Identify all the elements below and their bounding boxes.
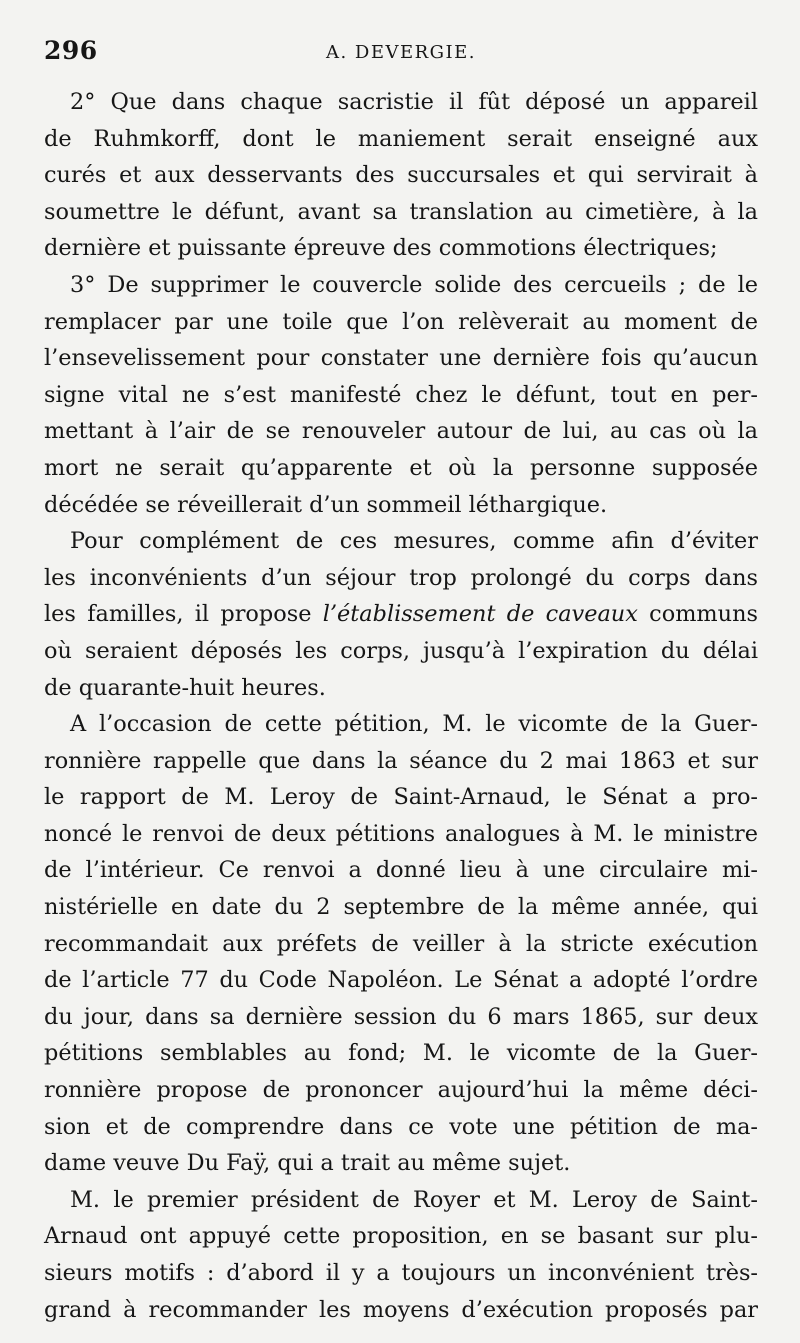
text-line: sieurs motifs : d’abord il y a toujours un inconvénient très- — [44, 1260, 758, 1286]
text-line: les inconvénients d’un séjour trop prolongé du corps dans — [44, 564, 758, 591]
paragraph-petition — [44, 706, 758, 1182]
body-text — [44, 84, 758, 1328]
paragraph-item-2 — [44, 84, 758, 267]
italic-phrase: l’établissement de caveaux — [322, 601, 638, 628]
text-line: de quarante-huit heures. — [44, 674, 326, 701]
running-head — [44, 0, 758, 84]
text-line: nistérielle en date du 2 septembre de la même année, qui — [44, 894, 758, 921]
text-line: dernière et puissante épreuve des commotions électriques; — [44, 235, 718, 262]
text-line: curés et aux desservants des succursales et qui servirait à — [44, 162, 758, 189]
text-line: du jour, dans sa dernière session du 6 mars 1865, sur deux — [44, 1003, 758, 1030]
text-line: A l’occasion de cette pétition, M. le vicomte de la Guer- — [70, 711, 758, 738]
text-line: décédée se réveillerait d’un sommeil léthargique. — [44, 491, 608, 518]
text-line: de l’intérieur. Ce renvoi a donné lieu à une circulaire mi- — [44, 857, 758, 884]
paragraph-royer — [44, 1182, 758, 1328]
text-line: de Ruhmkorff, dont le maniement serait enseigné aux — [44, 125, 758, 152]
text-line: remplacer par une toile que l’on relèverait au moment de — [44, 308, 758, 335]
text-line: soumettre le défunt, avant sa translation au cimetière, à la — [44, 198, 758, 225]
text-line: Arnaud ont appuyé cette proposition, en se basant sur plu- — [44, 1223, 758, 1250]
text-line: l’ensevelissement pour constater une dernière fois qu’aucun — [44, 345, 758, 372]
running-head-author: A. DEVERGIE. — [325, 42, 477, 63]
paragraph-complement — [44, 523, 758, 706]
text-line: 3° De supprimer le couvercle solide des cercueils ; de le — [70, 271, 758, 298]
text-line: le rapport de M. Leroy de Saint-Arnaud, le Sénat a pro- — [44, 784, 758, 811]
text-line: grand à recommander les moyens d’exécution proposés par — [44, 1296, 758, 1323]
text-line: dame veuve Du Faÿ, qui a trait au même sujet. — [44, 1150, 571, 1177]
text-line: sion et de comprendre dans ce vote une pétition de ma- — [44, 1113, 758, 1140]
text-line: ronnière propose de prononcer aujourd’hui la même déci- — [44, 1077, 758, 1104]
text-line: pétitions semblables au fond; M. le vicomte de la Guer- — [44, 1040, 758, 1067]
paragraph-item-3 — [44, 267, 758, 523]
text-line: mettant à l’air de se renouveler autour de lui, au cas où la — [44, 418, 758, 445]
page-number: 296 — [44, 36, 98, 65]
text-line: 2° Que dans chaque sacristie il fût déposé un appareil — [70, 89, 758, 115]
text-line: mort ne serait qu’apparente et où la personne supposée — [44, 454, 758, 481]
text-line: recommandait aux préfets de veiller à la stricte exécution — [44, 930, 758, 957]
text-line: M. le premier président de Royer et M. Leroy de Saint- — [70, 1186, 758, 1213]
text-line: de l’article 77 du Code Napoléon. Le Sénat a adopté l’ordre — [44, 967, 758, 994]
text-line-with-italic: les familles, il propose l’établissement de caveaux communs — [44, 601, 758, 628]
text-line: Pour complément de ces mesures, comme afin d’éviter — [70, 528, 758, 555]
text-line: noncé le renvoi de deux pétitions analogues à M. le ministre — [44, 820, 758, 847]
text-line: signe vital ne s’est manifesté chez le défunt, tout en per- — [44, 381, 758, 408]
text-line: où seraient déposés les corps, jusqu’à l’expiration du délai — [44, 637, 758, 664]
text-line: ronnière rappelle que dans la séance du 2 mai 1863 et sur — [44, 747, 758, 774]
